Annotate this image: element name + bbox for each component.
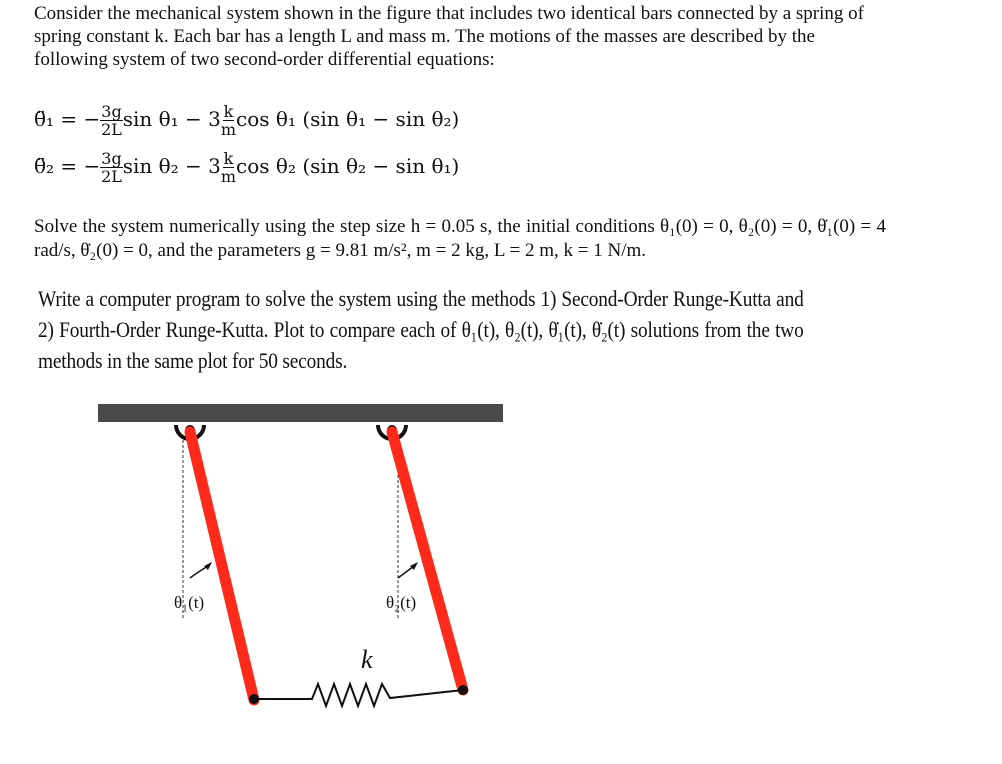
eq2-frac2-denominator: m xyxy=(220,167,237,186)
theta2-arrow xyxy=(398,566,414,578)
eq1-frac2-denominator: m xyxy=(220,120,237,139)
theta2-label: θ₂(t) xyxy=(386,593,417,612)
theta1-label: θ₁(t) xyxy=(174,593,205,612)
eq1-frac1-denominator: 2L xyxy=(101,120,122,139)
eq1-frac2-numerator: k xyxy=(223,102,234,121)
problem-task: Write a computer program to solve the system using the methods 1) Second-Order Runge-Kutta and 2) Fourth-Order Runge-Kutta. Plot to compare each of θ₁(t), θ₂(t), θ̇₁(t), θ̇₂(t) solutions from the two methods in the same plot for 50 seconds. xyxy=(38,286,804,373)
bar-1 xyxy=(190,432,254,700)
eq2-frac1-denominator: 2L xyxy=(101,167,122,186)
eq2-lhs: θ̈₂ = − xyxy=(34,154,101,178)
bar-2 xyxy=(392,432,463,690)
spring-constant-label: k xyxy=(361,645,373,674)
ceiling-bar xyxy=(98,404,503,422)
eq1-rhs: cos θ₁ (sin θ₁ − sin θ₂) xyxy=(236,107,460,131)
theta1-arrow xyxy=(190,566,208,578)
eq1-lhs: θ̈₁ = − xyxy=(34,107,101,131)
eq2-frac2-numerator: k xyxy=(223,149,234,168)
eq2-middle: sin θ₂ − 3 xyxy=(122,154,221,178)
eq2-frac1-numerator: 3g xyxy=(101,149,122,168)
problem-intro: Consider the mechanical system shown in the figure that includes two identical bars connected by a spring of spring constant k. Each bar has a length L and mass m. The motions of the masses are described by the following system of two second-order differential equations: xyxy=(34,3,864,70)
eq2-rhs: cos θ₂ (sin θ₂ − sin θ₁) xyxy=(236,154,460,178)
theta1-arrowhead-icon xyxy=(204,562,212,570)
problem-conditions: Solve the system numerically using the step size h = 0.05 s, the initial conditions θ₁(0) = 0, θ₂(0) = 0, θ̇₁(0) = 4 rad/s, θ̇₂(0) = 0, and the parameters g = 9.81 m/s², m = 2 kg, L = 2 m, k = 1 N/m. xyxy=(34,216,886,261)
eq1-middle: sin θ₁ − 3 xyxy=(122,107,221,131)
spring xyxy=(254,684,463,706)
eq1-frac1-numerator: 3g xyxy=(101,102,122,121)
